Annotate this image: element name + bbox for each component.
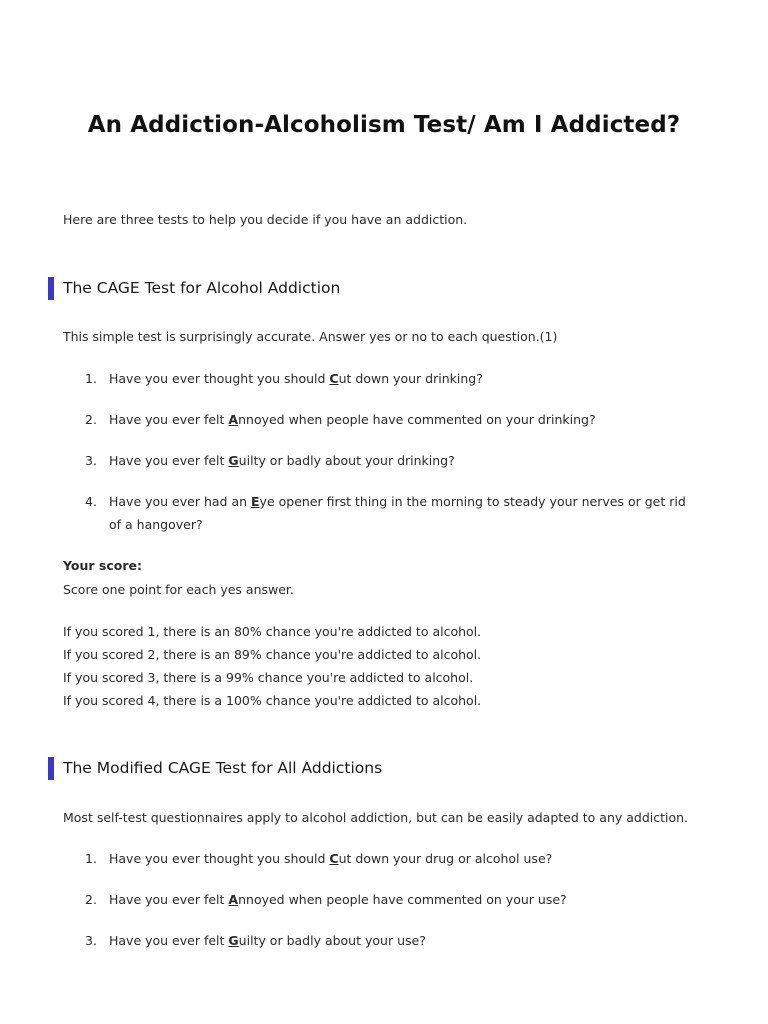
score-result: If you scored 1, there is an 80% chance you're addicted to alcohol.	[63, 624, 482, 639]
key-letter: A	[228, 892, 239, 907]
section-heading-text: The CAGE Test for Alcohol Addiction	[63, 279, 341, 297]
question-number: 2.	[85, 892, 97, 907]
question-text: Have you ever felt Annoyed when people have commented on your drinking?	[109, 412, 596, 427]
question-text: Have you ever felt Annoyed when people have commented on your use?	[109, 892, 567, 907]
question-number: 3.	[85, 453, 97, 468]
question-number: 4.	[85, 494, 97, 509]
heading-accent-bar	[48, 757, 54, 780]
question-text: Have you ever thought you should Cut down your drinking?	[109, 371, 483, 386]
intro-text: Here are three tests to help you decide if you have an addiction.	[63, 212, 468, 227]
question-number: 3.	[85, 933, 97, 948]
key-letter: G	[228, 933, 239, 948]
key-letter: E	[251, 494, 260, 509]
question-text: Have you ever thought you should Cut down your drug or alcohol use?	[109, 851, 553, 866]
question-number: 1.	[85, 371, 97, 386]
question-number: 2.	[85, 412, 97, 427]
question-text: Have you ever felt Guilty or badly about your drinking?	[109, 453, 455, 468]
key-letter: G	[228, 453, 239, 468]
question-text: Have you ever felt Guilty or badly about your use?	[109, 933, 426, 948]
section-description: This simple test is surprisingly accurate. Answer yes or no to each question.(1)	[63, 329, 558, 344]
key-letter: C	[329, 851, 339, 866]
score-instructions: Score one point for each yes answer.	[63, 582, 294, 597]
score-result: If you scored 4, there is a 100% chance you're addicted to alcohol.	[63, 693, 482, 708]
question-number: 1.	[85, 851, 97, 866]
section-heading-modified-cage	[48, 756, 382, 780]
key-letter: A	[228, 412, 239, 427]
key-letter: C	[329, 371, 339, 386]
score-result: If you scored 2, there is an 89% chance you're addicted to alcohol.	[63, 647, 482, 662]
heading-accent-bar	[48, 277, 54, 300]
score-result: If you scored 3, there is a 99% chance you're addicted to alcohol.	[63, 670, 474, 685]
section-description: Most self-test questionnaires apply to alcohol addiction, but can be easily adapted to any addiction.	[63, 810, 689, 825]
question-text: Have you ever had an Eye opener first thing in the morning to steady your nerves or get rid of a hangover?	[109, 494, 686, 532]
section-heading-text: The Modified CAGE Test for All Addictions	[63, 759, 383, 777]
section-heading-cage	[48, 276, 340, 300]
score-label: Your score:	[63, 558, 142, 573]
page-title: An Addiction-Alcoholism Test/ Am I Addicted?	[87, 112, 681, 138]
